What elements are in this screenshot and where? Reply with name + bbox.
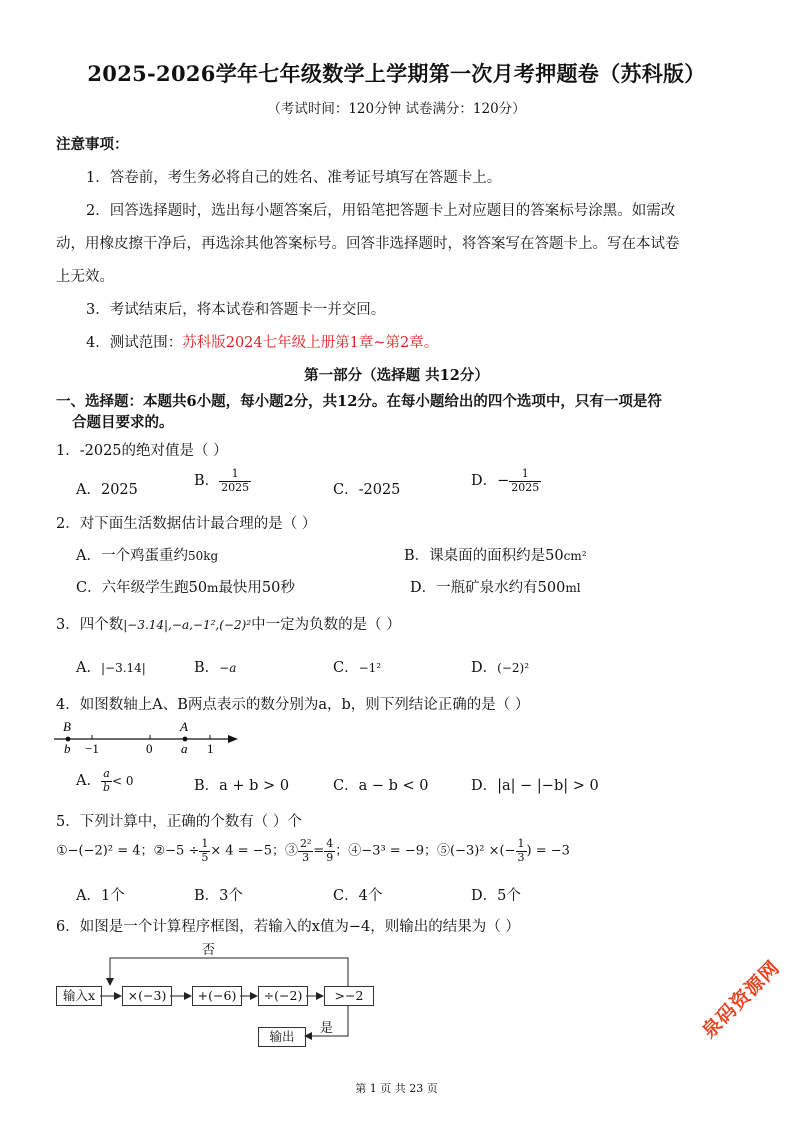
fraction-denominator: 3 [517, 850, 525, 864]
q5-expressions [56, 838, 570, 864]
flow-output-box: 输出 [258, 1027, 306, 1047]
q2-option-c-text-2: 最快用50秒 [218, 580, 295, 596]
exam-info: （考试时间：120分钟 试卷满分：120分） [267, 101, 526, 117]
tick-one-label: 1 [207, 741, 214, 756]
q5-expr-5-open: (− [499, 843, 516, 859]
q2-option-b [404, 544, 587, 565]
q5-option-c: C．4个 [333, 888, 383, 904]
q5-expr-3-result-fraction [324, 838, 335, 864]
fraction-denominator: 9 [326, 850, 334, 864]
flow-step-multiply: ×(−3) [122, 986, 172, 1006]
q3-stem [56, 613, 401, 634]
q5-option-b: B．3个 [194, 888, 243, 904]
arrow-down-icon [106, 978, 114, 986]
q1-option-b-fraction [219, 468, 251, 494]
notice-item-4 [86, 331, 438, 352]
fraction-numerator: 4 [326, 837, 334, 850]
page-title: 2025-2026学年七年级数学上学期第一次月考押题卷（苏科版） [87, 61, 706, 86]
q3-option-d [471, 656, 529, 677]
notice-item-2-line3: 上无效。 [56, 269, 114, 285]
flow-step-divide: ÷(−2) [258, 986, 308, 1006]
q3-option-a-label: A． [76, 660, 101, 676]
q4-option-b: B．a + b > 0 [194, 778, 290, 794]
point-a-label: A [180, 719, 188, 734]
q3-stem-math: |−3.14|,−a,−1²,(−2)² [123, 618, 252, 632]
q2-option-b-unit: cm² [563, 549, 587, 563]
q2-option-d-unit: ml [565, 581, 581, 595]
tick-zero-label: 0 [146, 741, 153, 756]
q2-option-c [76, 576, 295, 597]
q2-option-d-text: D．一瓶矿泉水约有500 [410, 580, 566, 596]
q3-option-c-math: −1² [358, 661, 382, 675]
q3-option-d-math: (−2)² [497, 661, 530, 675]
fraction-numerator: a [101, 768, 112, 782]
q3-stem-suffix: 中一定为负数的是（ ） [251, 617, 401, 633]
q3-stem-prefix: 3．四个数 [56, 617, 124, 633]
q4-option-a-label: A． [76, 773, 101, 790]
fraction-numerator: 1 [219, 468, 251, 482]
q3-option-b-label: B． [194, 660, 220, 676]
flow-label-yes: 是 [320, 1021, 334, 1036]
q2-option-c-unit: m [207, 581, 219, 595]
q4-option-a-rest: < 0 [112, 774, 134, 789]
q2-option-a-unit: 50kg [187, 549, 219, 563]
loop-back-line [110, 958, 348, 986]
q5-expr-1: ①−(−2)² = 4；②−5 ÷ [56, 843, 200, 859]
watermark-stamp: 泉码资源网 [697, 956, 785, 1043]
q3-option-d-label: D． [471, 660, 498, 676]
q5-expr-3-fraction [298, 838, 313, 864]
notice-item-2-line2: 动，用橡皮擦干净后，再选涂其他答案标号。回答非选择题时，将答案写在答题卡上。写在本试卷 [56, 236, 680, 252]
q1-option-d-label: D．− [471, 473, 510, 490]
fraction-numerator: 2² [299, 837, 312, 850]
q3-option-c [333, 656, 381, 677]
notice-item-1: 1．答卷前，考生务必将自己的姓名、准考证号填写在答题卡上。 [86, 170, 502, 186]
value-a-label: a [181, 741, 188, 756]
q5-expr-4: ；④−3³ = −9；⑤(−3)² × [335, 843, 500, 859]
q1-stem: 1．-2025的绝对值是（ ） [56, 443, 228, 459]
flow-step-add: +(−6) [192, 986, 242, 1006]
q3-option-c-label: C． [333, 660, 359, 676]
fraction-denominator: b [102, 780, 111, 794]
notice-heading: 注意事项： [56, 136, 129, 153]
q4-option-a [76, 768, 134, 794]
q5-option-a: A．1个 [76, 888, 125, 904]
notice-item-4-prefix: 4．测试范围： [86, 335, 183, 351]
q5-expr-5-fraction [516, 838, 527, 864]
notice-item-2-line1: 2．回答选择题时，选出每小题答案后，用铅笔把答题卡上对应题目的答案标号涂黑。如需改 [86, 203, 676, 219]
q3-option-a [76, 656, 146, 677]
tick-minus-one-label: −1 [85, 741, 99, 756]
fraction-denominator: 5 [201, 850, 209, 864]
point-b-label: B [63, 719, 71, 734]
flow-input-box: 输入x [56, 986, 102, 1006]
q4-option-c: C．a − b < 0 [333, 778, 429, 794]
fraction-numerator: 1 [201, 837, 209, 850]
fraction-numerator: 1 [509, 468, 541, 482]
arrow-right-icon [316, 992, 324, 1000]
q3-option-b-math: −a [219, 661, 237, 675]
q1-option-a: A．2025 [76, 482, 138, 498]
arrow-right-icon [228, 735, 238, 743]
q5-expr-5-close: ) = −3 [526, 843, 570, 859]
q2-option-a [76, 544, 218, 565]
section-instructions-line2: 合题目要求的。 [72, 414, 174, 431]
q1-option-d [471, 468, 541, 494]
q1-option-c: C．-2025 [333, 482, 401, 498]
q5-expr-3-equals: = [313, 843, 325, 859]
q4-stem: 4．如图数轴上A、B两点表示的数分别为a，b，则下列结论正确的是（ ） [56, 697, 530, 713]
value-b-label: b [64, 741, 71, 756]
q3-option-a-math: |−3.14| [100, 661, 146, 675]
q2-option-c-text: C．六年级学生跑50 [76, 580, 208, 596]
flow-label-no: 否 [202, 943, 216, 958]
q5-expr-2: × 4 = −5；③ [210, 843, 298, 859]
number-line-diagram [52, 716, 242, 756]
section-instructions-line1: 一、选择题：本题共6小题，每小题2分，共12分。在每小题给出的四个选项中，只有一项是符 [56, 393, 662, 410]
notice-item-3: 3．考试结束后，将本试卷和答题卡一并交回。 [86, 302, 386, 318]
q1-option-b-label: B． [194, 473, 220, 490]
q4-option-a-fraction [101, 768, 112, 794]
test-range: 苏科版2024七年级上册第1章~第2章。 [182, 335, 439, 351]
q3-option-b [194, 656, 236, 677]
q1-option-b [194, 468, 251, 494]
q2-option-d [410, 576, 581, 597]
fraction-denominator: 2025 [511, 480, 540, 494]
arrow-right-icon [114, 992, 122, 1000]
q2-option-a-text: A．一个鸡蛋重约 [76, 548, 188, 564]
arrow-right-icon [184, 992, 192, 1000]
q2-stem: 2．对下面生活数据估计最合理的是（ ） [56, 516, 317, 532]
q2-option-b-text: B．课桌面的面积约是50 [404, 548, 564, 564]
q1-option-d-fraction [509, 468, 541, 494]
fraction-numerator: 1 [517, 837, 525, 850]
fraction-denominator: 3 [302, 850, 310, 864]
q6-stem: 6．如图是一个计算程序框图，若输入的x值为−4，则输出的结果为（ ） [56, 919, 520, 935]
part1-heading: 第一部分（选择题 共12分） [304, 367, 489, 384]
fraction-denominator: 2025 [221, 480, 250, 494]
q5-stem: 5．下列计算中，正确的个数有（ ）个 [56, 814, 302, 830]
page-number: 第 1 页 共 23 页 [355, 1082, 438, 1095]
q5-expr-1-fraction [199, 838, 210, 864]
q5-option-d: D．5个 [471, 888, 521, 904]
arrow-right-icon [250, 992, 258, 1000]
q4-option-d: D．|a| − |−b| > 0 [471, 778, 599, 794]
flow-condition-box: >−2 [324, 986, 374, 1006]
